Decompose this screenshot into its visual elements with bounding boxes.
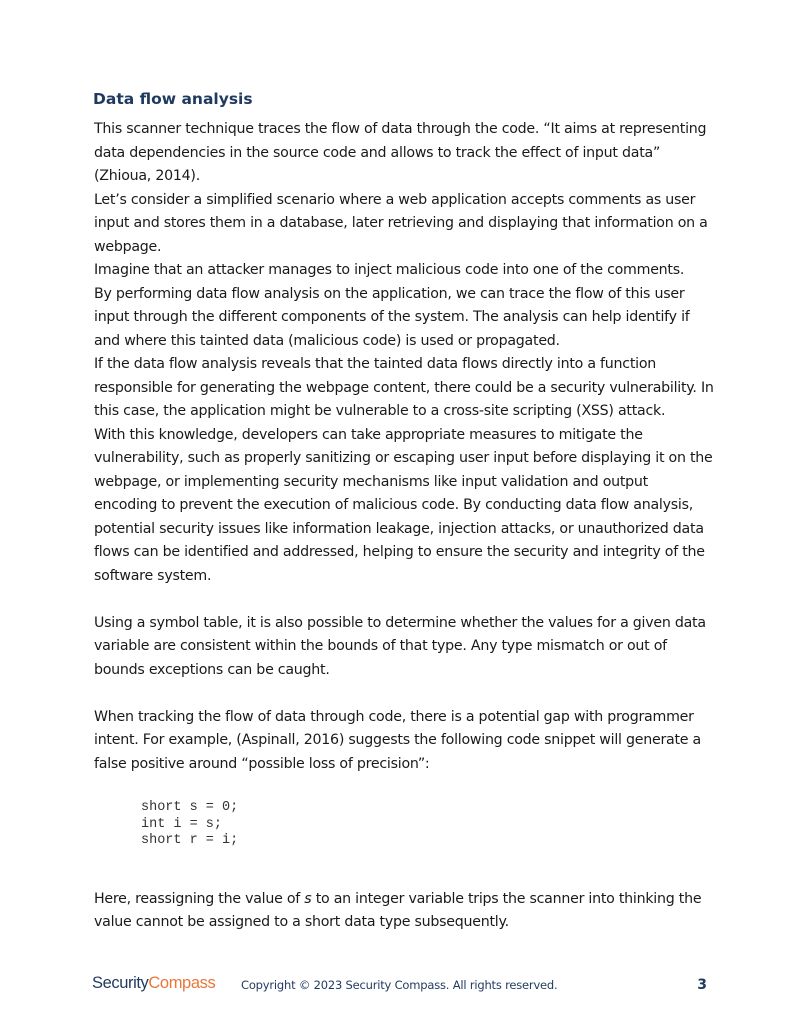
paragraph-vulnerability: If the data flow analysis reveals that the tainted data flows directly into a function responsible for generating the webpage content, there could be a security vulnerability. In this case, the application might be vulnerable to a cross-site scripting (XSS) attack. <box>94 356 714 419</box>
code-snippet <box>141 800 714 850</box>
paragraph-symbol-table: Using a symbol table, it is also possible to determine whether the values for a given data variable are consistent within the bounds of that type. Any type mismatch or out of bounds exceptions can be caught. <box>94 614 706 678</box>
closing-text-start: Here, reassigning the value of <box>94 890 305 907</box>
section-title: Data flow analysis <box>93 90 253 108</box>
paragraph-spacer <box>94 682 714 706</box>
paragraph-closing <box>94 888 714 935</box>
closing-text-end: to an integer variable trips the scanner into thinking the value cannot be assigned to a short data type subsequently. <box>94 890 702 930</box>
paragraph-mitigation: With this knowledge, developers can take appropriate measures to mitigate the vulnerability, such as properly sanitizing or escaping user input before displaying it on the webpage, or implementing security mechanisms like input validation and output encoding to prevent the execution of malicious code. By conducting data flow analysis, potential security issues like information leakage, injection attacks, or unauthorized data flows can be identified and addressed, helping to ensure the security and integrity of the software system. <box>94 426 713 584</box>
copyright-notice: Copyright © 2023 Security Compass. All rights reserved. <box>241 978 558 992</box>
page-number: 3 <box>697 977 707 993</box>
paragraph-programmer-intent: When tracking the flow of data through code, there is a potential gap with programmer intent. For example, (Aspinall, 2016) suggests the following code snippet will generate a false positive around “possible loss of precision”: <box>94 708 701 772</box>
security-compass-logo <box>92 974 215 993</box>
variable-name: s <box>304 890 312 907</box>
paragraph-scenario: Let’s consider a simplified scenario where a web application accepts comments as user input and stores them in a database, later retrieving and displaying that information on a webpage. <box>94 191 708 255</box>
paragraph-analysis: By performing data flow analysis on the application, we can trace the flow of this user input through the different components of the system. The analysis can help identify if and where this tainted data (malicious code) is used or propagated. <box>94 285 690 349</box>
page-footer <box>92 974 712 998</box>
code-line: int i = s; <box>141 816 223 832</box>
code-line: short s = 0; <box>141 800 239 815</box>
paragraph-intro: This scanner technique traces the flow of data through the code. “It aims at representing data dependencies in the source code and allows to track the effect of input data” (Zhioua, 2014). <box>94 121 707 184</box>
document-page <box>94 86 714 935</box>
logo-security-text: Security <box>92 974 149 992</box>
paragraph-spacer <box>94 588 714 612</box>
paragraph-attacker: Imagine that an attacker manages to inject malicious code into one of the comments. <box>94 262 685 278</box>
code-line: short r = i; <box>141 833 239 848</box>
logo-compass-text: Compass <box>148 974 216 992</box>
